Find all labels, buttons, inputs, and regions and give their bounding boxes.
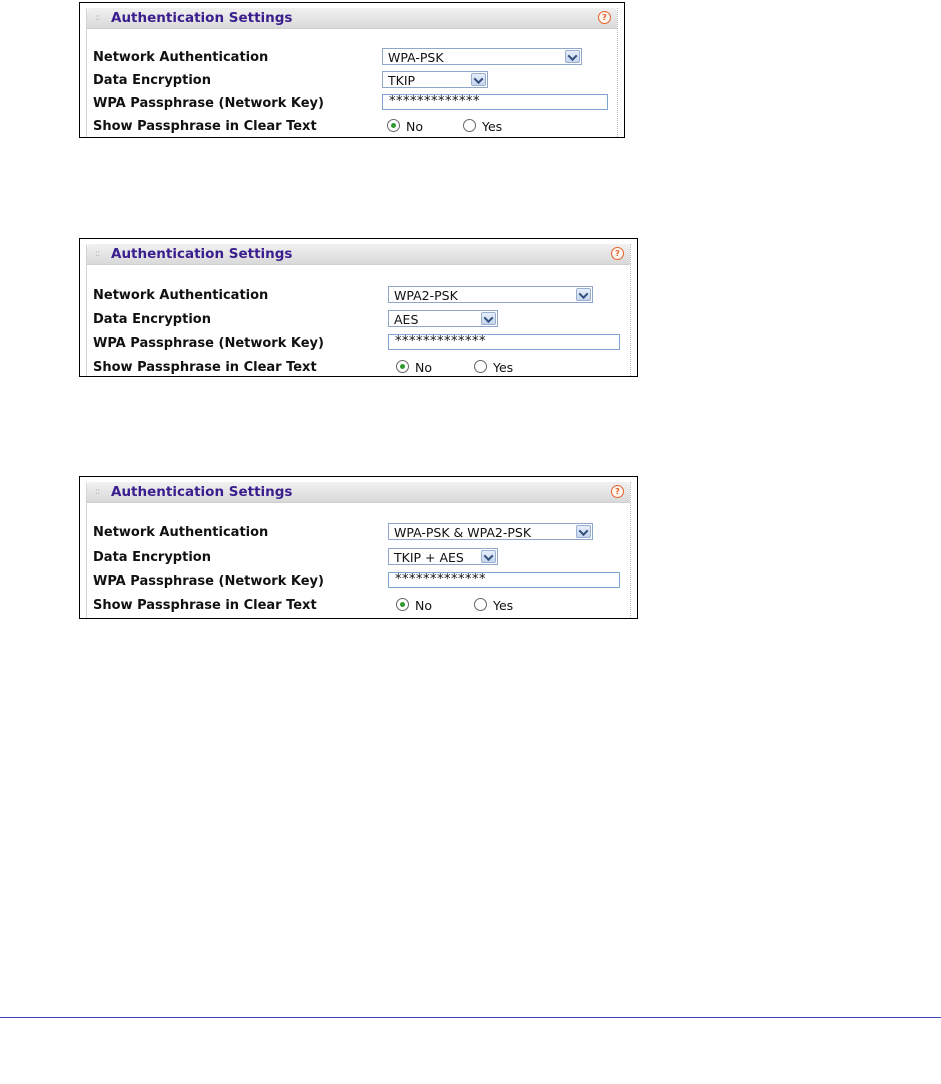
passphrase-value: *************	[395, 572, 486, 587]
panel-body	[86, 244, 631, 376]
chevron-down-icon[interactable]	[471, 73, 486, 86]
chevron-down-icon[interactable]	[565, 50, 580, 63]
network-authentication-label: Network Authentication	[93, 525, 269, 540]
panel-title: Authentication Settings	[111, 10, 293, 26]
show-passphrase-label: Show Passphrase in Clear Text	[93, 119, 317, 134]
help-icon[interactable]: ?	[598, 11, 611, 24]
auth-settings-panel-2	[79, 238, 638, 377]
panel-title: Authentication Settings	[111, 484, 293, 500]
chevron-down-icon[interactable]	[576, 288, 591, 301]
drag-grip-icon[interactable]: ::	[95, 13, 100, 23]
auth-settings-panel-3	[79, 476, 638, 619]
data-encryption-row	[93, 547, 630, 567]
passphrase-input[interactable]	[388, 572, 620, 588]
chevron-down-icon[interactable]	[576, 525, 591, 538]
radio-no-label: No	[415, 360, 432, 375]
data-encryption-select[interactable]	[382, 71, 488, 88]
network-authentication-label: Network Authentication	[93, 50, 269, 65]
passphrase-row	[93, 333, 630, 353]
network-authentication-value: WPA-PSK & WPA2-PSK	[394, 525, 532, 540]
data-encryption-value: TKIP + AES	[394, 550, 464, 565]
network-authentication-value: WPA2-PSK	[394, 288, 458, 303]
data-encryption-label: Data Encryption	[93, 73, 211, 88]
show-passphrase-row	[93, 595, 630, 615]
data-encryption-row	[93, 70, 617, 90]
passphrase-row	[93, 571, 630, 591]
passphrase-label: WPA Passphrase (Network Key)	[93, 96, 324, 111]
chevron-down-icon[interactable]	[481, 550, 496, 563]
network-authentication-row	[93, 285, 630, 305]
passphrase-value: *************	[389, 94, 480, 109]
network-authentication-row	[93, 522, 630, 542]
data-encryption-value: AES	[394, 312, 419, 327]
panel-header	[87, 8, 617, 29]
radio-yes[interactable]	[474, 598, 487, 611]
panel-body	[86, 8, 618, 137]
radio-yes-label: Yes	[493, 598, 514, 613]
show-passphrase-label: Show Passphrase in Clear Text	[93, 360, 317, 375]
network-authentication-label: Network Authentication	[93, 288, 269, 303]
auth-settings-panel-1	[79, 2, 625, 138]
network-authentication-row	[93, 47, 617, 67]
radio-no-label: No	[415, 598, 432, 613]
radio-no-label: No	[406, 119, 423, 134]
data-encryption-row	[93, 309, 630, 329]
data-encryption-select[interactable]	[388, 548, 498, 565]
chevron-down-icon[interactable]	[481, 312, 496, 325]
network-authentication-select[interactable]	[382, 48, 582, 65]
panel-title: Authentication Settings	[111, 246, 293, 262]
radio-yes[interactable]	[463, 119, 476, 132]
footer-divider	[0, 1017, 941, 1018]
show-passphrase-row	[93, 116, 617, 136]
drag-grip-icon[interactable]: ::	[95, 249, 100, 259]
help-icon[interactable]: ?	[611, 485, 624, 498]
panel-body	[86, 482, 631, 618]
network-authentication-select[interactable]	[388, 523, 593, 540]
passphrase-input[interactable]	[388, 334, 620, 350]
data-encryption-label: Data Encryption	[93, 550, 211, 565]
radio-yes[interactable]	[474, 360, 487, 373]
radio-no[interactable]	[396, 598, 409, 611]
show-passphrase-label: Show Passphrase in Clear Text	[93, 598, 317, 613]
passphrase-row	[93, 93, 617, 113]
passphrase-value: *************	[395, 334, 486, 349]
help-icon[interactable]: ?	[611, 247, 624, 260]
network-authentication-value: WPA-PSK	[388, 50, 444, 65]
passphrase-label: WPA Passphrase (Network Key)	[93, 574, 324, 589]
radio-yes-label: Yes	[493, 360, 514, 375]
data-encryption-select[interactable]	[388, 310, 498, 327]
network-authentication-select[interactable]	[388, 286, 593, 303]
passphrase-label: WPA Passphrase (Network Key)	[93, 336, 324, 351]
panel-header	[87, 482, 630, 503]
radio-no[interactable]	[396, 360, 409, 373]
radio-yes-label: Yes	[482, 119, 503, 134]
data-encryption-label: Data Encryption	[93, 312, 211, 327]
radio-no[interactable]	[387, 119, 400, 132]
panel-header	[87, 244, 630, 265]
show-passphrase-row	[93, 357, 630, 377]
drag-grip-icon[interactable]: ::	[95, 487, 100, 497]
data-encryption-value: TKIP	[388, 73, 416, 88]
passphrase-input[interactable]	[382, 94, 608, 110]
